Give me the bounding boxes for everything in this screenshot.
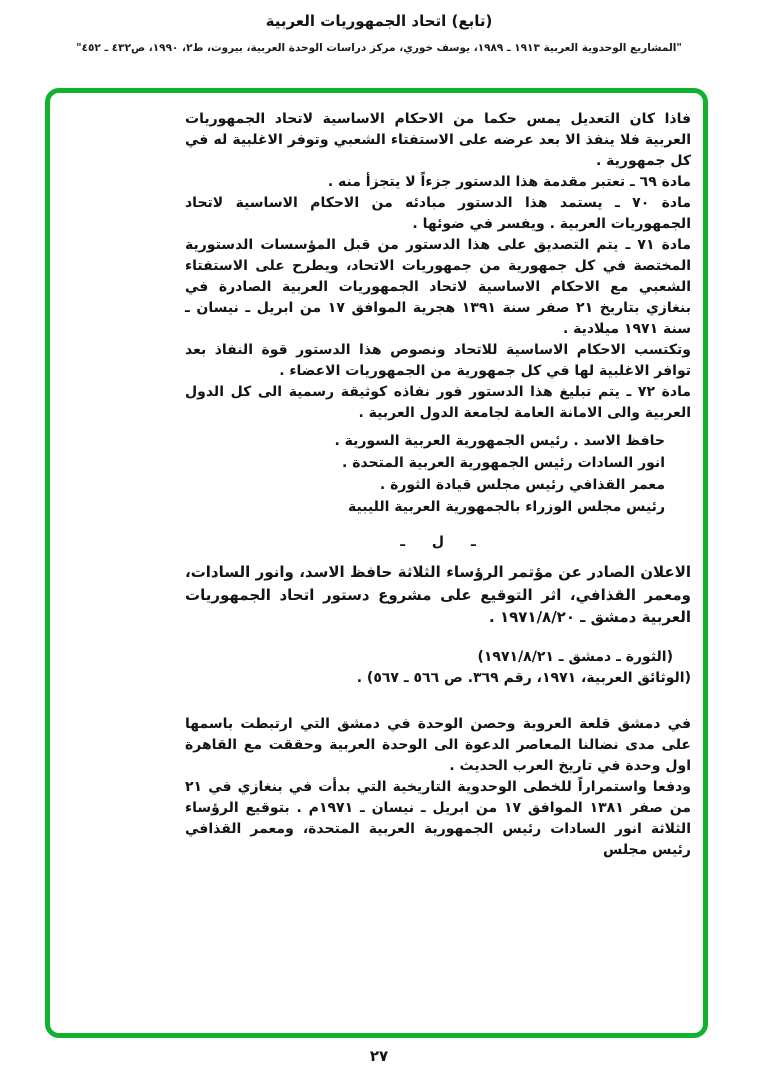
signature-hafez-assad: حافظ الاسد . رئيس الجمهورية العربية السورية . <box>334 433 665 449</box>
section-marker-lam: ـ ل ـ <box>400 534 476 550</box>
page-header <box>0 12 758 54</box>
source-citation: "المشاريع الوحدوية العربية ١٩١٣ ـ ١٩٨٩، يوسف خوري، مركز دراسات الوحدة العربية، بيروت، ط٢، ١٩٩٠، ص٤٣٢ ـ ٤٥٢" <box>76 42 682 54</box>
document-title: (تابع) اتحاد الجمهوريات العربية <box>265 12 493 30</box>
paragraph-damascus: في دمشق قلعة العروبة وحصن الوحدة في دمشق التي ارتبطت باسمها على مدى نضالنا المعاصر الدعوة الى الوحدة العربية وحققت مع القاهرة اول وحدة في تاريخ العرب الحديث . <box>185 715 691 774</box>
reference-althawra: (الثورة ـ دمشق ـ ١٩٧١/٨/٢١) <box>477 648 673 665</box>
signature-anwar-sadat: انور السادات رئيس الجمهورية العربية المتحدة . <box>342 455 665 471</box>
declaration-heading: الاعلان الصادر عن مؤتمر الرؤساء الثلاثة حافظ الاسد، وانور السادات، ومعمر القذافي، اثر التوقيع على مشروع دستور اتحاد الجمهوريات العربية دمشق ـ ١٩٧١/٨/٢٠ . <box>185 563 691 626</box>
paragraph-benghazi: ودفعا واستمراراً للخطى الوحدوية التاريخية التي بدأت في بنغازي في ٢١ من صفر ١٣٨١ الموافق ١٧ من ابريل ـ نيسان ـ ١٩٧١م . بتوقيع الرؤساء الثلاثة انور السادات رئيس الجمهورية العربية المتحدة، ومعمر القذافي رئيس مجلس <box>185 778 692 858</box>
green-frame <box>45 88 708 1038</box>
article-70: مادة ٧٠ ـ يستمد هذا الدستور مبادئه من الاحكام الاساسية لاتحاد الجمهوريات العربية . ويفسر في ضوئها . <box>185 195 691 232</box>
article-71-continuation: وتكتسب الاحكام الاساسية للاتحاد ونصوص هذا الدستور قوة النفاذ بعد توافر الاغلبية لها في كل جمهورية من الجمهوريات الاعضاء . <box>185 342 691 379</box>
article-69: مادة ٦٩ ـ تعتبر مقدمة هذا الدستور جزءاً لا يتجزأ منه . <box>327 174 691 190</box>
reference-arab-documents: (الوثائق العربية، ١٩٧١، رقم ٣٦٩. ص ٥٦٦ ـ ٥٦٧) . <box>356 670 691 686</box>
page-number: ٢٧ <box>369 1047 389 1065</box>
paragraph-amendment-clause: فاذا كان التعديل يمس حكما من الاحكام الاساسية لاتحاد الجمهوريات العربية فلا ينفذ الا بعد عرضه على الاستفتاء الشعبي وتوفر الاغلبية له في كل جمهورية . <box>185 111 691 169</box>
text-column <box>50 93 703 1033</box>
article-71: مادة ٧١ ـ يتم التصديق على هذا الدستور من قبل المؤسسات الدستورية المختصة في كل جمهورية من جمهوريات الاتحاد، ويطرح على الاستفتاء الشعبي مع الاحكام الاساسية لاتحاد الجمهوريات العربية الصادرة في بنغازي بتاريخ ٢١ صفر سنة ١٣٩١ هجرية الموافق ١٧ من ابريل ـ نيسان ـ سنة ١٩٧١ ميلادية . <box>185 237 691 337</box>
signature-muammar-gaddafi: معمر القذافي رئيس مجلس قيادة الثورة . <box>379 477 665 493</box>
article-72: مادة ٧٢ ـ يتم تبليغ هذا الدستور فور نفاذه كوثيقة رسمية الى كل الدول العربية والى الامانة العامة لجامعة الدول العربية . <box>185 384 692 421</box>
page-footer <box>0 1046 758 1065</box>
signature-libya-premier: رئيس مجلس الوزراء بالجمهورية العربية الليبية <box>348 499 665 515</box>
